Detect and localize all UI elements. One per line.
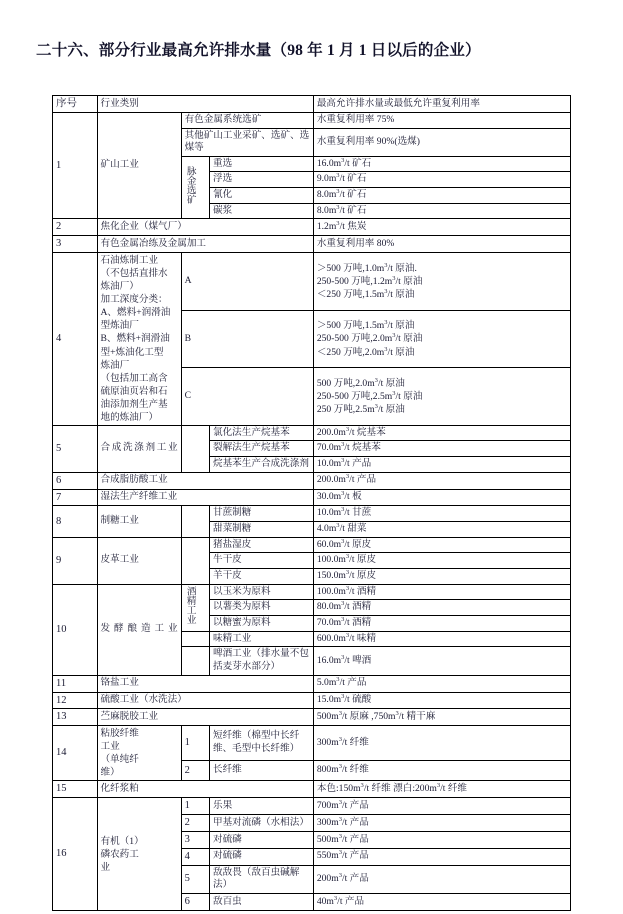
sub-item-name: 敌百虫	[209, 894, 313, 911]
sub-item-name: 对硫磷	[209, 848, 313, 865]
sub-item-name: 裂解法生产烷基苯	[209, 441, 313, 457]
sub-item-name: 氰化	[209, 188, 313, 204]
sub-item-name: 其他矿山工业采矿、选矿、选煤等	[181, 128, 313, 156]
row-value: $30.0m^3/t$ 板	[313, 489, 570, 506]
sub-item-name: 短纤维（棉型中长纤维、毛型中长纤维）	[209, 726, 313, 761]
row-index: 15	[53, 781, 98, 798]
row-index: 1	[53, 112, 98, 219]
vertical-group-label	[181, 584, 209, 631]
sub-item-value: $500m^3/t$ 产品	[313, 832, 570, 849]
sub-item-name: 啤酒工业（排水量不包括麦芽水部分）	[209, 647, 313, 675]
sub-item-number: 4	[181, 848, 209, 865]
row-index: 5	[53, 425, 98, 472]
row-value: $200.0m^3/t$ 产品	[313, 472, 570, 489]
row-value: $15.0m^3/t$ 硫酸	[313, 692, 570, 709]
table-row	[53, 112, 571, 128]
row-index: 7	[53, 489, 98, 506]
row-category: 石油炼制工业 （不包括直排水 炼油厂） 加工深度分类： A、燃料+润滑油 型炼油厂 B、燃料+润滑油 型+炼油化工型 炼油厂 （包括加工高含 硫原油页岩和石 油添加剂生产基 地的炼油厂）	[97, 253, 181, 426]
page-title: 二十六、部分行业最高允许排水量（98 年 1 月 1 日以后的企业）	[36, 42, 481, 59]
table-header-row	[53, 96, 571, 113]
table-row	[53, 692, 571, 709]
sub-item-value: $10.0m^3/t$ 产品	[313, 457, 570, 473]
row-category: 制糖工业	[97, 506, 181, 537]
row-value: $500m^3/t$ 原麻 $,750m^3/t$ 精干麻	[313, 709, 570, 726]
row-index: 9	[53, 537, 98, 584]
row-index: 12	[53, 692, 98, 709]
row-category: 粘胶纤维 工业 （单纯纤 维）	[97, 726, 181, 781]
table-row	[53, 253, 571, 311]
row-value: $1.2m^3/t$ 焦炭	[313, 219, 570, 236]
row-category: 焦化企业（煤气厂）	[97, 219, 313, 236]
sub-item-number: 2	[181, 760, 209, 781]
sub-item-number: 2	[181, 815, 209, 832]
table-body	[53, 96, 571, 911]
spacer-cell	[181, 647, 209, 675]
row-category: 铬盐工业	[97, 675, 313, 692]
row-category: 硫酸工业（水洗法）	[97, 692, 313, 709]
sub-item-value: $70.0m^3/t$ 酒精	[313, 616, 570, 632]
row-category: 合成洗涤剂工业	[97, 425, 181, 472]
sub-item-number: 6	[181, 894, 209, 911]
table-row	[53, 709, 571, 726]
row-index: 3	[53, 236, 98, 253]
sub-item-value: $16.0m^3/t$ 矿石	[313, 156, 570, 172]
sub-item-value: $4.0m^3/t$ 甜菜	[313, 522, 570, 538]
table-row	[53, 425, 571, 441]
header-category: 行业类别	[97, 96, 313, 113]
table-row	[53, 236, 571, 253]
table-row	[53, 472, 571, 489]
table-row	[53, 798, 571, 815]
row-category: 合成脂肪酸工业	[97, 472, 313, 489]
sub-item-number: 5	[181, 865, 209, 893]
row-value: $5.0m^3/t$ 产品	[313, 675, 570, 692]
sub-item-value: $300m^3/t$ 产品	[313, 815, 570, 832]
table-row	[53, 537, 571, 553]
sub-item-value: $10.0m^3/t$ 甘蔗	[313, 506, 570, 522]
sub-item-name: 以薯类为原料	[209, 600, 313, 616]
row-index: 14	[53, 726, 98, 781]
sub-item-value: $200m^3/t$ 产品	[313, 865, 570, 893]
sub-item-name: 味精工业	[209, 631, 313, 647]
table-row	[53, 675, 571, 692]
sub-item-name: 以糖蜜为原料	[209, 616, 313, 632]
sub-item-value: $100.0m^3/t$ 原皮	[313, 553, 570, 569]
row-index: 13	[53, 709, 98, 726]
spacer-cell	[181, 537, 209, 584]
sub-item-value: $700m^3/t$ 产品	[313, 798, 570, 815]
sub-item-value: ＞500 万吨$,1.0m^3/t$ 原油. 250-500 万吨$,1.2m^3/t$ 原油 ＜250 万吨$,1.5m^3/t$ 原油	[313, 253, 570, 311]
row-category: 矿山工业	[97, 112, 181, 219]
sub-item-name: 对硫磷	[209, 832, 313, 849]
sub-item-value: $40m^3/t$ 产品	[313, 894, 570, 911]
sub-item-value: $70.0m^3/t$ 烷基苯	[313, 441, 570, 457]
table-row	[53, 506, 571, 522]
sub-item-number: 1	[181, 726, 209, 761]
sub-item-value: $300m^3/t$ 纤维	[313, 726, 570, 761]
row-category: 苎麻脱胶工业	[97, 709, 313, 726]
sub-item-value: $800m^3/t$ 纤维	[313, 760, 570, 781]
sub-item-name: 烷基苯生产合成洗涤剂	[209, 457, 313, 473]
sub-item-name: 以玉米为原料	[209, 584, 313, 600]
spacer-cell	[181, 506, 209, 537]
sub-item-name: 甜菜制糖	[209, 522, 313, 538]
table-row	[53, 584, 571, 600]
sub-item-name: 长纤维	[209, 760, 313, 781]
sub-item-value: $16.0m^3/t$ 啤酒	[313, 647, 570, 675]
sub-item-value: $550m^3/t$ 产品	[313, 848, 570, 865]
row-value: 水重复利用率 80%	[313, 236, 570, 253]
row-category: 化纤浆粕	[97, 781, 313, 798]
sub-item-name: 氯化法生产烷基苯	[209, 425, 313, 441]
sub-item-name: 羊干皮	[209, 569, 313, 585]
row-index: 2	[53, 219, 98, 236]
header-index: 序号	[53, 96, 98, 113]
vertical-group-label-text: 酒精工业	[184, 586, 196, 625]
sub-item-number: 1	[181, 798, 209, 815]
sub-item-name: 牛干皮	[209, 553, 313, 569]
sub-item-value: $200.0m^3/t$ 烷基苯	[313, 425, 570, 441]
row-index: 8	[53, 506, 98, 537]
spacer-cell	[181, 425, 209, 472]
sub-item-name: 乐果	[209, 798, 313, 815]
sub-item-name: 甲基对流磷（水相法）	[209, 815, 313, 832]
row-index: 11	[53, 675, 98, 692]
row-category: 有色金属冶练及金属加工	[97, 236, 313, 253]
sub-item-name: 重选	[209, 156, 313, 172]
sub-item-value: 500 万吨$,2.0m^3/t$ 原油 250-500 万吨$,2.5m^3/t$ 原油 250 万吨$,2.5m^3/t$ 原油	[313, 368, 570, 426]
discharge-limit-table	[52, 95, 571, 911]
table-row	[53, 726, 571, 761]
row-index: 10	[53, 584, 98, 675]
sub-item-name: 敌敌畏（敌百虫碱解法）	[209, 865, 313, 893]
sub-item-name: B	[181, 310, 313, 368]
row-category: 皮革工业	[97, 537, 181, 584]
sub-item-name: 浮选	[209, 172, 313, 188]
row-index: 4	[53, 253, 98, 426]
sub-item-value: ＞500 万吨$,1.5m^3/t$ 原油 250-500 万吨$,2.0m^3/t$ 原油 ＜250 万吨$,2.0m^3/t$ 原油	[313, 310, 570, 368]
sub-item-name: 有色金属系统选矿	[181, 112, 313, 128]
sub-item-name: C	[181, 368, 313, 426]
sub-item-number: 3	[181, 832, 209, 849]
sub-item-name: 甘蔗制糖	[209, 506, 313, 522]
table-row	[53, 781, 571, 798]
row-category: 有机（1） 磷农药工 业	[97, 798, 181, 911]
sub-item-value: $60.0m^3/t$ 原皮	[313, 537, 570, 553]
sub-item-value: 水重复利用率 75%	[313, 112, 570, 128]
spacer-cell	[181, 631, 209, 647]
sub-item-value: $8.0m^3/t$ 矿石	[313, 203, 570, 219]
row-category: 发酵酿造工业	[97, 584, 181, 675]
sub-item-value: $80.0m^3/t$ 酒精	[313, 600, 570, 616]
header-limit: 最高允许排水量或最低允许重复利用率	[313, 96, 570, 113]
table-row	[53, 489, 571, 506]
vertical-group-label	[181, 156, 209, 219]
table-row	[53, 219, 571, 236]
row-index: 6	[53, 472, 98, 489]
sub-item-value: $100.0m^3/t$ 酒精	[313, 584, 570, 600]
row-category: 湿法生产纤维工业	[97, 489, 313, 506]
sub-item-name: A	[181, 253, 313, 311]
row-index: 16	[53, 798, 98, 911]
sub-item-value: $9.0m^3/t$ 矿石	[313, 172, 570, 188]
sub-item-name: 碳浆	[209, 203, 313, 219]
sub-item-value: $600.0m^3/t$ 味精	[313, 631, 570, 647]
sub-item-value: 水重复利用率 90%(选煤)	[313, 128, 570, 156]
vertical-group-label-text: 脉金选矿	[184, 166, 196, 205]
sub-item-name: 猪盐湿皮	[209, 537, 313, 553]
sub-item-value: $150.0m^3/t$ 原皮	[313, 569, 570, 585]
row-value: 本色$:150m^3/t$ 纤维 漂白$:200m^3/t$ 纤维	[313, 781, 570, 798]
sub-item-value: $8.0m^3/t$ 矿石	[313, 188, 570, 204]
